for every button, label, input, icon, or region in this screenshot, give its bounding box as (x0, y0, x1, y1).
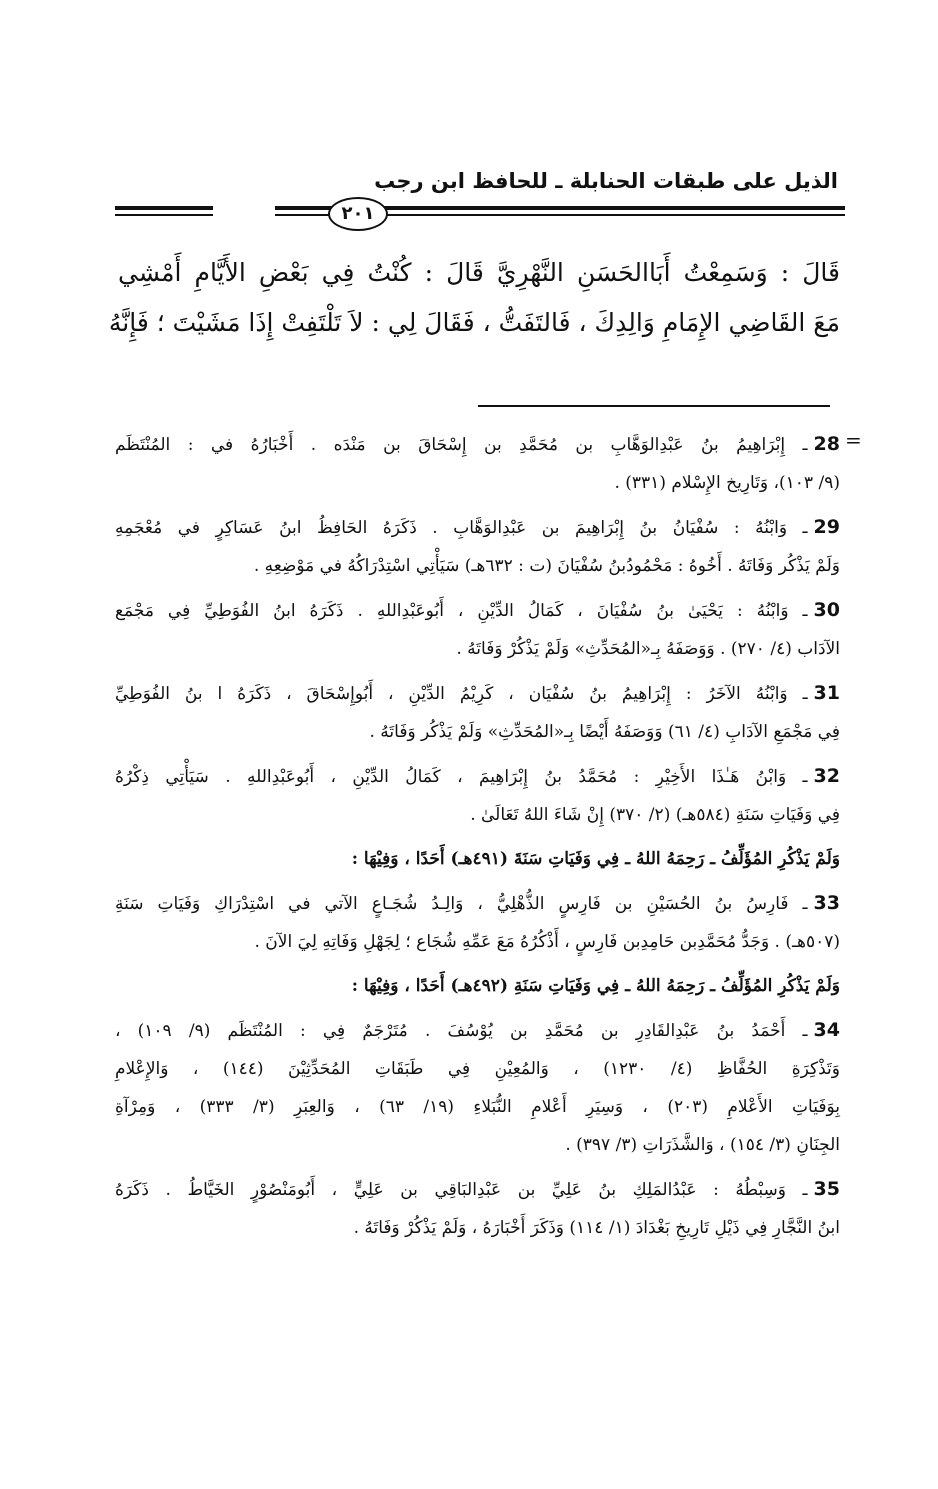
footnote-entry (115, 967, 840, 1005)
footnote-text: ـ وَابْنُهُ الآخَرُ : إِبْرَاهِيمُ بنُ سُفْيَان ، كَرِيْمُ الدِّيْنِ ، أَبُوإِسْحَاقَ ، ذَكَرَهُ ا بنُ الفُوَطِيِّ (115, 684, 808, 704)
footnote-text: ـ إِبْرَاهِيمُ بنُ عَبْدِالوَهَّابِ بن مُحَمَّدِ بن إِسْحَاقَ بن مَنْدَه . أَخْبَارُهُ في : المُنْتَظَم (115, 435, 808, 455)
footnote-number: 31 (813, 682, 840, 704)
page-number: ٢٠١ (328, 197, 388, 231)
footnote-separator (478, 405, 830, 407)
footnote-text: ـ فَارِسُ بنُ الحُسَيْنِ بن فَارِسٍ الذُّهْلِيُّ ، وَالِـدُ شُجَـاعٍ الآتي في اسْتِدْرَاكِ وَفَيَاتِ سَنَةِ (115, 894, 808, 914)
footnotes (115, 425, 840, 1253)
footnote-entry (115, 425, 840, 502)
running-header-title: الذيل على طبقات الحنابلة ـ للحافظ ابن رجب (374, 169, 838, 193)
footnote-line (115, 674, 840, 713)
footnote-line (115, 757, 840, 796)
footnote-text: ـ أَحْمَدُ بنُ عَبْدِالقَادِرِ بن مُحَمَّدِ بن يُوْسُفَ . مُتَرْجَمٌ فِي : المُنْتَظَم (٩/ ١٠٩) ، (115, 1021, 808, 1041)
footnote-line (115, 1126, 840, 1164)
main-text-line: قَالَ : وَسَمِعْتُ أَبَاالحَسَنِ النَّهْرِيَّ قَالَ : كُنْتُ فِي بَعْضِ الأَيَّامِ أَمْشِي (118, 258, 840, 287)
footnote-entry (115, 674, 840, 751)
footnote-text: فِي وَفَيَاتِ سَنَةِ (٥٨٤هـ) (٢/ ٣٧٠) إِنْ شَاءَ اللهُ تَعَالَىٰ . (470, 805, 840, 825)
footnote-text: (٩/ ١٠٣)، وَتَارِيخ الإِسْلام (٣٣١) . (614, 473, 840, 493)
footnote-text: ـ وَابْنُ هَـٰذَا الأَخِيْرِ : مُحَمَّدُ بنُ إِبْرَاهِيمَ ، كَمَالُ الدِّيْنِ ، أَبُوعَبْدِاللهِ . سَيَأْتِي ذِكْرُهُ (115, 767, 808, 787)
footnote-text: وَلَمْ يَذْكُرِ المُؤَلِّفُ ـ رَحِمَهُ اللهُ ـ فِي وَفَيَاتِ سَنَةِ (٤٩٢هـ) أَحَدًا ، وَفِيْهَا : (351, 976, 840, 996)
footnote-entry (115, 884, 840, 961)
footnote-number: 28 (813, 433, 840, 455)
footnote-text: ـ وَسِبْطُهُ : عَبْدُالمَلِكِ بنُ عَلِيِّ بن عَبْدِالبَاقِي بن عَلِيٍّ ، أَبُومَنْصُوْرٍ الخَيَّاطُ . ذَكَرَهُ (115, 1180, 808, 1200)
main-text (108, 248, 840, 348)
footnote-line (115, 1209, 840, 1247)
footnote-text: ابنُ النَّجَّارِ فِي ذَيْلِ تَارِيخِ بَغْدَادَ (١/ ١١٤) وَذَكَرَ أَخْبَارَهُ ، وَلَمْ يَذْكُرْ وَفَاتَهُ . (353, 1218, 840, 1238)
footnote-line (115, 547, 840, 585)
footnote-line (115, 884, 840, 923)
footnote-line (115, 923, 840, 961)
footnote-number: 29 (813, 516, 840, 538)
footnote-line (115, 1011, 840, 1050)
footnote-line (115, 630, 840, 668)
footnote-entry (115, 757, 840, 834)
footnote-text: ـ وَابْنُهُ : سُفْيَانُ بنُ إِبْرَاهِيمَ بن عَبْدِالوَهَّابِ . ذَكَرَهُ الحَافِظُ ابنُ عَسَاكِرٍ في مُعْجَمِهِ (115, 518, 808, 538)
margin-continuation-mark: = (845, 428, 862, 452)
footnote-number: 34 (813, 1019, 840, 1041)
footnote-number: 30 (813, 599, 840, 621)
header-rule (115, 193, 845, 233)
footnote-text: الآدَاب (٤/ ٢٧٠) . وَوَصَفَهُ بِـ«المُحَدِّثِ» وَلَمْ يَذْكُرْ وَفَاتَهُ . (456, 639, 840, 659)
footnote-line (115, 796, 840, 834)
footnote-line (115, 967, 840, 1005)
footnote-line (115, 1088, 840, 1126)
footnote-text: الجِنَانِ (٣/ ١٥٤) ، وَالشَّذَرَاتِ (٣/ ٣٩٧) . (565, 1135, 840, 1155)
footnote-text: وَلَمْ يَذْكُر وَفَاتَهُ . أَخُوهُ : مَحْمُودُبنُ سُفْيَانَ (ت : ٦٣٢هـ) سَيَأْتِي اسْتِدْرَاكُهُ في مَوْضِعِهِ . (253, 556, 840, 576)
footnote-line (115, 1170, 840, 1209)
footnote-text: (٥٠٧هـ) . وَجَدُّ مُحَمَّدِبن حَامِدِبن فَارِسٍ ، أَذْكُرُهُ مَعَ عَمِّهِ شُجَاع ؛ لِجَهْلِ وَفَاتِهِ لِيَ الآنَ . (254, 932, 840, 952)
footnote-number: 35 (813, 1178, 840, 1200)
footnote-text: ـ وَابْنُهُ : يَحْيَىٰ بنُ سُفْيَانَ ، كَمَالُ الدِّيْنِ ، أَبُوعَبْدِاللهِ . ذَكَرَهُ ابنُ الفُوَطِيِّ فِي مَجْمَع (115, 601, 808, 621)
footnote-number: 32 (813, 765, 840, 787)
footnote-text: وَلَمْ يَذْكُرِ المُؤَلِّفُ ـ رَحِمَهُ اللهُ ـ فِي وَفَيَاتِ سَنَةَ (٤٩١هـ) أَحَدًا ، وَفِيْهَا : (351, 849, 840, 869)
footnote-entry (115, 840, 840, 878)
footnote-number: 33 (813, 892, 840, 914)
footnote-entry (115, 508, 840, 585)
main-text-line: مَعَ القَاضِي الإِمَامِ وَالِدِكَ ، فَالتَفَتُّ ، فَقَالَ لِي : لاَ تَلْتَفِتْ إِذَا مَشَيْتَ ؛ فَإِنَّهُ (108, 308, 840, 337)
footnote-text: فِي مَجْمَعِ الآدَابِ (٤/ ٦١) وَوَصَفَهُ أَيْضًا بِـ«المُحَدِّثِ» وَلَمْ يَذْكُر وَفَاتَهُ . (369, 722, 840, 742)
footnote-line (115, 1050, 840, 1088)
footnote-line (115, 508, 840, 547)
footnote-line (115, 464, 840, 502)
footnote-entry (115, 591, 840, 668)
footnote-line (115, 591, 840, 630)
footnote-text: وَتَذْكِرَةِ الحُفَّاظِ (٤/ ١٢٣٠) ، وَالمُعِيْنِ فِي طَبَقَاتِ المُحَدِّثِيْنَ (١٤٤) ، وَالإِعْلامِ (115, 1059, 840, 1079)
footnote-line (115, 840, 840, 878)
footnote-entry (115, 1011, 840, 1164)
footnote-entry (115, 1170, 840, 1247)
footnote-line (115, 425, 840, 464)
footnote-text: بِوَفَيَاتِ الأَعْلامِ (٢٠٣) ، وَسِيَرِ أَعْلامِ النُّبَلاءِ (١٩/ ٦٣) ، وَالعِبَرِ (٣/ ٣٣٣) ، وَمِرْآةِ (115, 1097, 840, 1117)
footnote-line (115, 713, 840, 751)
